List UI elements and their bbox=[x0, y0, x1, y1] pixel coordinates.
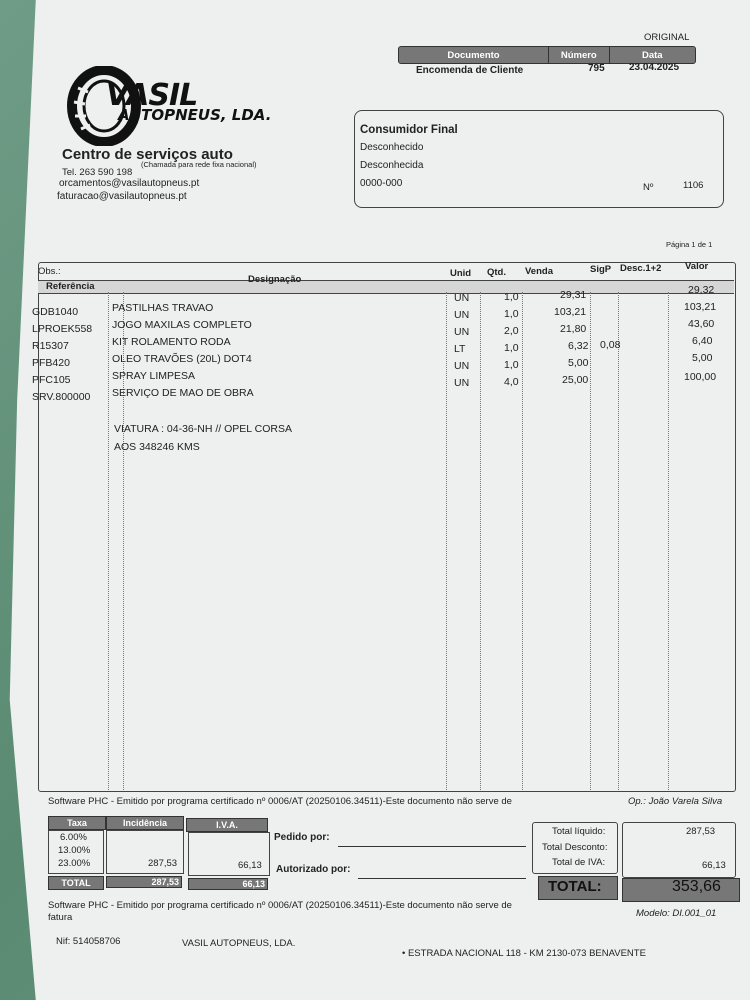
header-referencia: Referência bbox=[46, 281, 95, 292]
km-note: AOS 348246 KMS bbox=[114, 441, 200, 453]
doc-label-documento: Documento bbox=[399, 47, 549, 63]
row-desc: JOGO MAXILAS COMPLETO bbox=[112, 319, 252, 331]
tax-total-label: TOTAL bbox=[48, 876, 104, 890]
copy-label: ORIGINAL bbox=[644, 32, 690, 43]
grand-total-value: 353,66 bbox=[672, 878, 721, 895]
customer-line2: Desconhecida bbox=[360, 160, 424, 171]
row-qtd: 1,0 bbox=[504, 359, 519, 371]
col-divider bbox=[446, 292, 447, 790]
row-ref: PFC105 bbox=[32, 374, 71, 386]
row-ref: R15307 bbox=[32, 340, 69, 352]
row-ref: GDB1040 bbox=[32, 306, 79, 318]
row-valor: 29,32 bbox=[688, 284, 715, 296]
document bbox=[6, 0, 750, 1000]
row-venda: 25,00 bbox=[562, 374, 589, 386]
row-qtd: 1,0 bbox=[504, 308, 519, 320]
tax-header-iva: I.V.A. bbox=[186, 818, 268, 832]
autorizado-label: Autorizado por: bbox=[276, 864, 351, 875]
customer-postcode: 0000-000 bbox=[360, 178, 403, 189]
pedido-label: Pedido por: bbox=[274, 832, 330, 843]
table-header-row bbox=[38, 280, 734, 294]
tax-iva-23: 66,13 bbox=[238, 860, 262, 871]
col-divider bbox=[480, 292, 481, 790]
doc-number: 795 bbox=[588, 63, 605, 74]
row-unid: UN bbox=[454, 377, 470, 389]
col-divider bbox=[590, 292, 591, 790]
customer-line1: Desconhecido bbox=[360, 142, 424, 153]
row-venda: 21,80 bbox=[560, 323, 587, 335]
tax-header-incidencia: Incidência bbox=[106, 816, 184, 830]
row-ref: PFB420 bbox=[32, 357, 70, 369]
col-divider bbox=[618, 292, 619, 790]
company-email-2: faturacao@vasilautopneus.pt bbox=[57, 191, 187, 202]
operator: Op.: João Varela Silva bbox=[628, 796, 723, 807]
vehicle-note: VIATURA : 04-36-NH // OPEL CORSA bbox=[114, 423, 292, 435]
software-notice-1: Software PHC - Emitido por programa certificado nº 0006/AT (20250106.34511)-Este documento não serve de bbox=[48, 796, 512, 807]
header-venda: Venda bbox=[525, 266, 553, 277]
customer-num-value: 1106 bbox=[683, 180, 704, 191]
row-desc: PASTILHAS TRAVAO bbox=[112, 302, 214, 314]
row-desc: KIT ROLAMENTO RODA bbox=[112, 336, 231, 348]
logo-line2: AUTOPNEUS, LDA. bbox=[118, 106, 272, 124]
col-divider bbox=[108, 292, 109, 790]
tax-rate-23: 23.00% bbox=[58, 858, 91, 869]
row-desc: OLEO TRAVÕES (20L) DOT4 bbox=[112, 353, 252, 365]
company-email-1: orcamentos@vasilautopneus.pt bbox=[59, 178, 200, 189]
row-qtd: 2,0 bbox=[504, 325, 519, 337]
tax-rate-6: 6.00% bbox=[60, 832, 87, 843]
row-desc: SERVIÇO DE MAO DE OBRA bbox=[112, 387, 254, 399]
row-valor: 43,60 bbox=[688, 318, 715, 330]
grand-total-label: TOTAL: bbox=[548, 878, 602, 895]
row-venda: 6,32 bbox=[568, 340, 589, 352]
total-liquido-label: Total líquido: bbox=[552, 826, 606, 837]
row-valor: 6,40 bbox=[692, 335, 713, 347]
pedido-signature-line bbox=[338, 846, 526, 847]
tax-rate-13: 13.00% bbox=[58, 845, 91, 856]
logo-line1: VASIL bbox=[106, 78, 198, 113]
row-unid: UN bbox=[454, 326, 470, 338]
col-divider bbox=[522, 292, 523, 790]
tax-header-taxa: Taxa bbox=[48, 816, 106, 830]
company-tagline: Centro de serviços auto bbox=[62, 146, 233, 163]
header-sigp: SigP bbox=[590, 264, 612, 275]
header-valor: Valor bbox=[685, 261, 709, 272]
header-unid: Unid bbox=[450, 268, 472, 279]
row-qtd: 4,0 bbox=[504, 376, 519, 388]
row-unid: LT bbox=[454, 343, 466, 355]
company-tel-note: (Chamada para rede fixa nacional) bbox=[141, 160, 257, 169]
footer-company: VASIL AUTOPNEUS, LDA. bbox=[182, 938, 296, 949]
customer-num-label: Nº bbox=[643, 182, 654, 193]
row-venda: 103,21 bbox=[554, 306, 587, 318]
row-ref: SRV.800000 bbox=[32, 391, 91, 403]
doc-date: 23.04.2025 bbox=[629, 62, 680, 73]
row-valor: 5,00 bbox=[692, 352, 713, 364]
doc-label-data: Data bbox=[641, 49, 663, 61]
row-valor: 103,21 bbox=[684, 301, 717, 313]
header-qtd: Qtd. bbox=[487, 267, 506, 278]
header-designacao: Designação bbox=[248, 274, 302, 285]
row-unid: UN bbox=[454, 360, 470, 372]
total-desconto-label: Total Desconto: bbox=[542, 842, 608, 853]
row-valor: 100,00 bbox=[684, 371, 717, 383]
row-qtd: 1,0 bbox=[504, 291, 519, 303]
software-notice-2b: fatura bbox=[48, 912, 73, 923]
row-venda: 29,31 bbox=[560, 289, 587, 301]
autorizado-signature-line bbox=[358, 878, 526, 879]
row-sigp: 0,08 bbox=[600, 339, 621, 351]
total-iva-value: 66,13 bbox=[702, 860, 726, 871]
footer-nif: Nif: 514058706 bbox=[56, 936, 121, 947]
obs-label: Obs.: bbox=[38, 266, 61, 277]
row-qtd: 1,0 bbox=[504, 342, 519, 354]
software-notice-2: Software PHC - Emitido por programa certificado nº 0006/AT (20250106.34511)-Este documento não serve de bbox=[48, 900, 512, 911]
row-venda: 5,00 bbox=[568, 357, 589, 369]
customer-name: Consumidor Final bbox=[360, 124, 458, 136]
doc-type: Encomenda de Cliente bbox=[416, 65, 524, 76]
row-unid: UN bbox=[454, 309, 470, 321]
total-iva-label: Total de IVA: bbox=[552, 857, 606, 868]
header-desc: Desc.1+2 bbox=[620, 263, 662, 274]
tax-total-iva: 66,13 bbox=[188, 878, 268, 890]
tax-incidencia-23: 287,53 bbox=[148, 858, 178, 869]
row-ref: LPROEK558 bbox=[32, 323, 93, 335]
col-divider bbox=[668, 292, 669, 790]
col-divider bbox=[123, 292, 124, 790]
row-desc: SPRAY LIMPESA bbox=[112, 370, 196, 382]
tax-total-incidencia: 287,53 bbox=[106, 876, 182, 888]
doc-label-numero: Número bbox=[549, 47, 610, 63]
footer-address: • ESTRADA NACIONAL 118 - KM 2130-073 BENAVENTE bbox=[402, 948, 646, 959]
row-unid: UN bbox=[454, 292, 470, 304]
company-tel: Tel. 263 590 198 bbox=[62, 167, 133, 178]
modelo-label: Modelo: DI.001_01 bbox=[636, 908, 717, 919]
page-label: Página 1 de 1 bbox=[666, 240, 713, 249]
total-liquido-value: 287,53 bbox=[686, 826, 716, 837]
